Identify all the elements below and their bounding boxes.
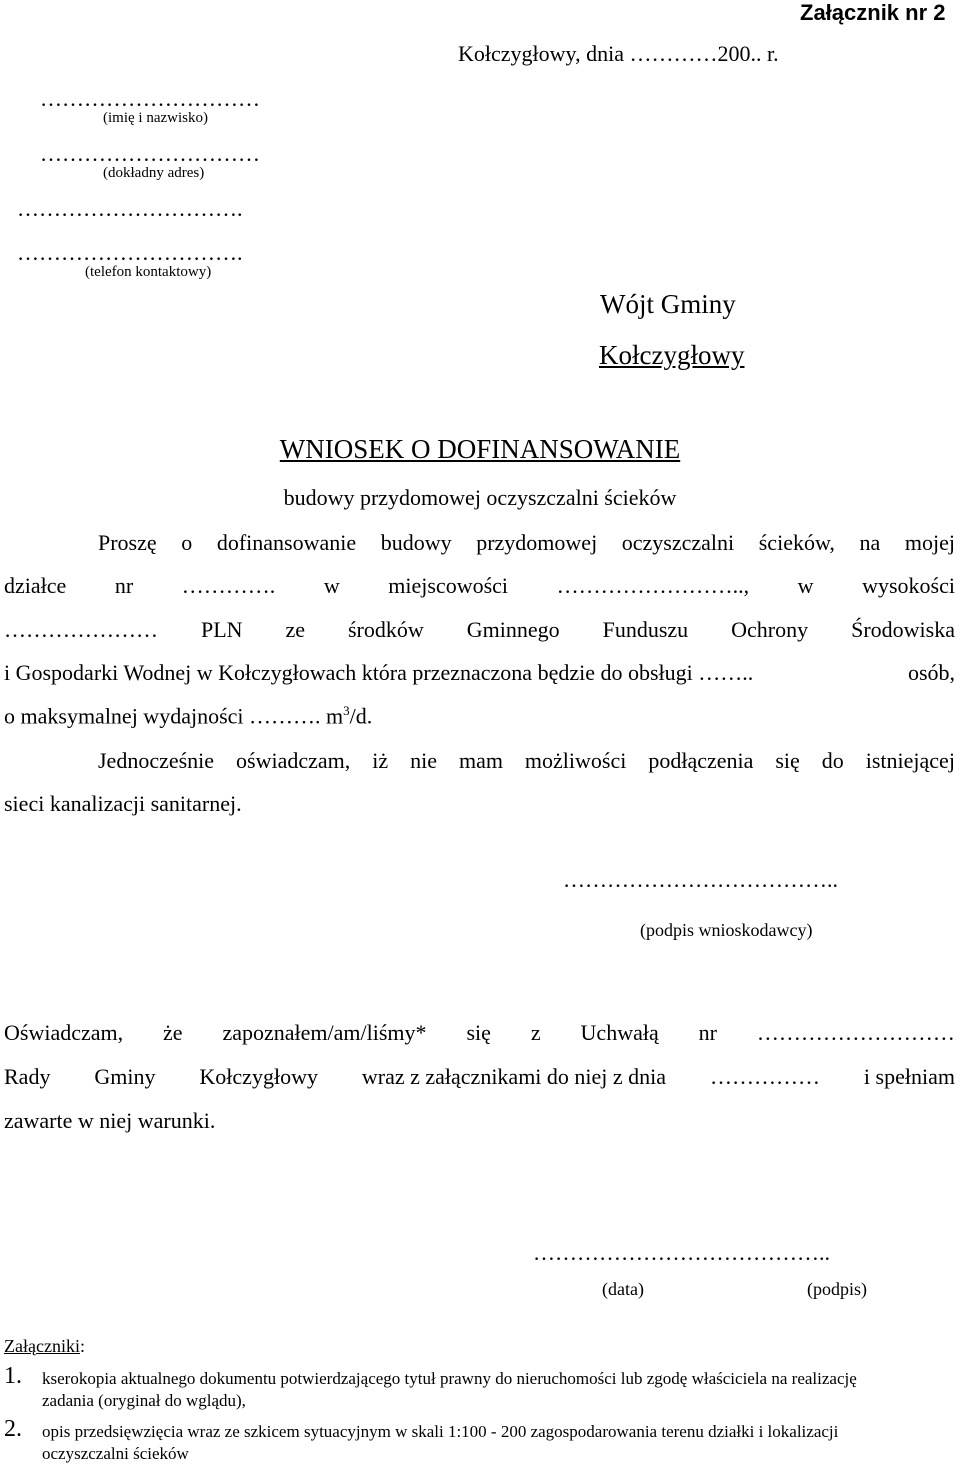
p6-word: istniejącej bbox=[865, 748, 955, 773]
p1-word: dofinansowanie bbox=[216, 530, 357, 555]
p1-word: ścieków, bbox=[758, 530, 835, 555]
attachment-1-line-2: zadania (oryginał do wglądu), bbox=[42, 1391, 246, 1410]
date-caption: (data) bbox=[602, 1279, 644, 1299]
p2-word: w bbox=[323, 573, 340, 598]
p1-word: budowy bbox=[380, 530, 452, 555]
d2-word: …………… bbox=[709, 1064, 820, 1089]
p2-word: wysokości bbox=[862, 573, 955, 598]
capacity-exponent: 3 bbox=[343, 703, 350, 718]
d2-word: Rady bbox=[4, 1064, 51, 1089]
p3-word: Funduszu bbox=[602, 617, 689, 642]
p6-word: do bbox=[821, 748, 844, 773]
d1-word: ……………………… bbox=[756, 1020, 955, 1045]
address-caption: (dokładny adres) bbox=[103, 165, 205, 181]
attachments-header bbox=[4, 1336, 85, 1357]
d1-word: Oświadczam, bbox=[4, 1020, 124, 1045]
p2-word: w bbox=[797, 573, 814, 598]
capacity-unit: /d. bbox=[349, 703, 373, 729]
p1-word: na bbox=[859, 530, 881, 555]
attachment-2-line-2: oczyszczalni ścieków bbox=[42, 1444, 189, 1463]
p6-word: możliwości bbox=[524, 748, 627, 773]
d2-word: wraz z załącznikami do niej z dnia bbox=[361, 1064, 667, 1089]
p3-word: środków bbox=[348, 617, 424, 642]
name-caption: (imię i nazwisko) bbox=[103, 110, 208, 126]
p1-word: przydomowej bbox=[476, 530, 598, 555]
place-date-line: Kołczygłowy, dnia …………200.. r. bbox=[458, 41, 779, 66]
body-line-3 bbox=[4, 617, 955, 643]
declaration-line-1 bbox=[4, 1020, 955, 1046]
p2-word: nr bbox=[114, 573, 134, 598]
d1-word: się bbox=[466, 1020, 491, 1045]
p6-word: Jednocześnie bbox=[98, 748, 215, 773]
name-dots: ………………………… bbox=[40, 86, 260, 111]
p6-word: się bbox=[775, 748, 800, 773]
p1-word: oczyszczalni bbox=[621, 530, 735, 555]
attachment-2-line-1: opis przedsięwzięcia wraz ze szkicem sytuacyjnym w skali 1:100 - 200 zagospodarowania terenu działki i lokalizacji bbox=[42, 1422, 839, 1441]
attachment-number-2: 2. bbox=[4, 1416, 22, 1442]
attachments-header-label: Załączniki bbox=[4, 1336, 80, 1356]
body-line-7: sieci kanalizacji sanitarnej. bbox=[4, 791, 242, 816]
phone-caption: (telefon kontaktowy) bbox=[85, 264, 212, 280]
d1-word: że bbox=[163, 1020, 183, 1045]
p3-word: ………………… bbox=[4, 617, 158, 642]
applicant-signature-dots: ……………………………….. bbox=[563, 867, 838, 892]
p1-word: Proszę bbox=[98, 530, 157, 555]
p2-word: …………. bbox=[181, 573, 276, 598]
p3-word: Ochrony bbox=[731, 617, 809, 642]
body-line-4 bbox=[4, 660, 955, 686]
p3-word: ze bbox=[285, 617, 306, 642]
capacity-text: o maksymalnej wydajności ………. m bbox=[4, 703, 344, 729]
declaration-line-2 bbox=[4, 1064, 955, 1090]
signature-caption: (podpis) bbox=[807, 1279, 867, 1299]
attachment-1-line-1: kserokopia aktualnego dokumentu potwierdzającego tytuł prawny do nieruchomości lub zgodę właściciela na realizację bbox=[42, 1369, 857, 1388]
d2-word: Kołczygłowy bbox=[199, 1064, 318, 1089]
p1-word: mojej bbox=[904, 530, 955, 555]
p2-word: miejscowości bbox=[388, 573, 509, 598]
p6-word: oświadczam, bbox=[236, 748, 351, 773]
d1-word: nr bbox=[698, 1020, 717, 1045]
d1-word: Uchwałą bbox=[580, 1020, 659, 1045]
annex-label: Załącznik nr 2 bbox=[800, 0, 946, 25]
phone-dots: …………………………. bbox=[17, 240, 243, 265]
p1-word: o bbox=[181, 530, 193, 555]
p3-word: PLN bbox=[200, 617, 243, 642]
addressee-line-1: Wójt Gminy bbox=[600, 289, 736, 319]
p2-word: działce bbox=[4, 573, 67, 598]
p6-word: mam bbox=[458, 748, 503, 773]
document-title: WNIOSEK O DOFINANSOWANIE bbox=[279, 434, 681, 464]
body-line-4-text: i Gospodarki Wodnej w Kołczygłowach która przeznaczona będzie do obsługi …….. bbox=[4, 660, 754, 685]
applicant-signature-caption: (podpis wnioskodawcy) bbox=[640, 920, 813, 940]
d1-word: z bbox=[530, 1020, 541, 1045]
p3-word: Gminnego bbox=[466, 617, 560, 642]
address-dots: ………………………… bbox=[40, 141, 260, 166]
attachment-number-1: 1. bbox=[4, 1363, 22, 1389]
body-line-2 bbox=[4, 573, 955, 599]
addressee-line-2: Kołczygłowy bbox=[599, 340, 745, 370]
body-line-4-end: osób, bbox=[907, 660, 955, 685]
d1-word: zapoznałem/am/liśmy* bbox=[222, 1020, 427, 1045]
body-line-1 bbox=[98, 530, 955, 556]
d2-word: i spełniam bbox=[863, 1064, 955, 1089]
p6-word: nie bbox=[410, 748, 437, 773]
p6-word: podłączenia bbox=[648, 748, 754, 773]
document-subtitle: budowy przydomowej oczyszczalni ścieków bbox=[283, 485, 677, 510]
attachments-header-colon: : bbox=[79, 1336, 85, 1356]
declaration-line-3: zawarte w niej warunki. bbox=[4, 1108, 216, 1133]
date-signature-dots: ………………………………….. bbox=[533, 1240, 830, 1265]
p2-word: …………………….., bbox=[556, 573, 750, 598]
d2-word: Gminy bbox=[94, 1064, 156, 1089]
body-line-5 bbox=[4, 703, 372, 729]
p6-word: iż bbox=[372, 748, 389, 773]
body-line-6 bbox=[98, 748, 955, 774]
p3-word: Środowiska bbox=[851, 617, 955, 642]
address-dots-2: …………………………. bbox=[17, 196, 243, 221]
